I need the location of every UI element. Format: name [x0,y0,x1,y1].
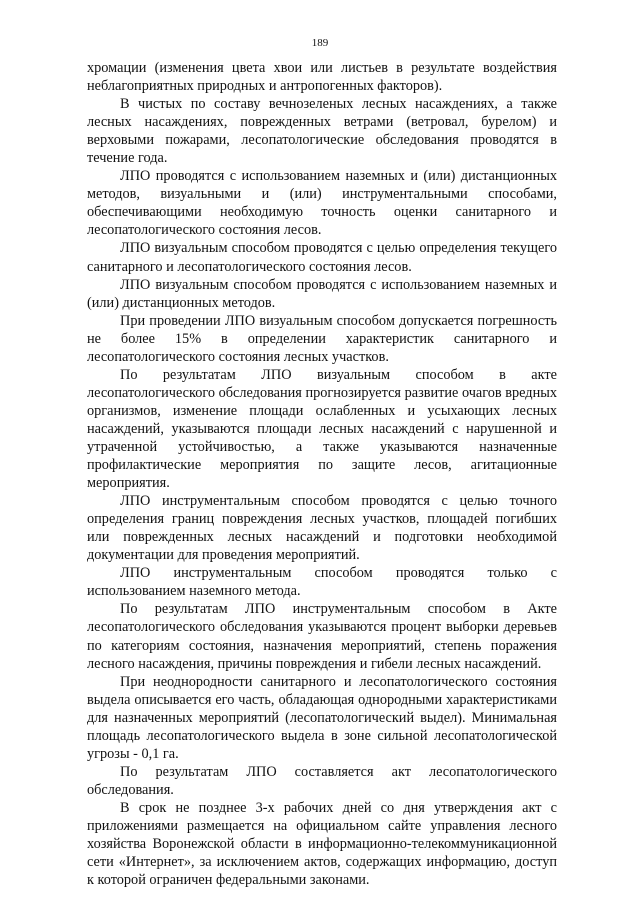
page-number: 189 [311,37,329,49]
paragraph-evergreen-stands: В чистых по составу вечнозеленых лесных насаждениях, а также лесных насаждениях, поврежденных ветрами (ветровал, бурелом) и верховыми пожарами, лесопатологические обследования проводятся в течение года. [87,96,557,167]
paragraph-publication: В срок не позднее 3-х рабочих дней со дня утверждения акт с приложениями размещается на официальном сайте управления лесного хозяйства Воронежской области в информационно-телекоммуникационной сети «Интернет», за исключением актов, содержащих информацию, доступ к которой ограничен федеральными законами. [87,799,557,889]
paragraph-instrumental-method: ЛПО инструментальным способом проводятся только с использованием наземного метода. [87,565,557,600]
paragraph-continuation: хромации (изменения цвета хвои или листьев в результате воздействия неблагоприятных природных и антропогенных факторов). [87,60,557,95]
paragraph-instrumental-results: По результатам ЛПО инструментальным способом в Акте лесопатологического обследования указываются процент выборки деревьев по категориям состояния, назначения мероприятий, степень поражения лесного насаждения, причины повреждения и гибели лесных насаждений. [87,601,557,672]
paragraph-heterogeneity: При неоднородности санитарного и лесопатологического состояния выдела описывается его часть, обладающая однородными характеристиками для назначенных мероприятий (лесопатологический выдел). Минимальная площадь лесопатологического выдела в зоне сильной лесопатологической угрозы - 0,1 га. [87,673,557,762]
paragraph-act: По результатам ЛПО составляется акт лесопатологического обследования. [87,763,557,798]
paragraph-instrumental-purpose: ЛПО инструментальным способом проводятся с целью точного определения границ повреждения лесных участков, площадей погибших или поврежденных лесных насаждений и подготовки необходимой документации для проведения мероприятий. [87,493,557,564]
paragraph-visual-purpose: ЛПО визуальным способом проводятся с целью определения текущего санитарного и лесопатологического состояния лесов. [87,240,557,275]
paragraph-visual-results: По результатам ЛПО визуальным способом в акте лесопатологического обследования прогнозируется развитие очагов вредных организмов, изменение площади ослабленных и усыхающих лесных насаждений, указываются площади лесных насаждений с нарушенной и утраченной устойчивостью, а также указываются назначенные профилактические мероприятия по защите лесов, агитационные мероприятия. [87,366,557,492]
paragraph-visual-error: При проведении ЛПО визуальным способом допускается погрешность не более 15% в определении характеристик санитарного и лесопатологического состояния лесных участков. [87,312,557,365]
document-body [87,59,557,889]
paragraph-visual-methods: ЛПО визуальным способом проводятся с использованием наземных и (или) дистанционных методов. [87,276,557,311]
paragraph-methods: ЛПО проводятся с использованием наземных и (или) дистанционных методов, визуальными и (или) инструментальными способами, обеспечивающими необходимую точность оценки санитарного и лесопатологического состояния лесов. [87,168,557,239]
